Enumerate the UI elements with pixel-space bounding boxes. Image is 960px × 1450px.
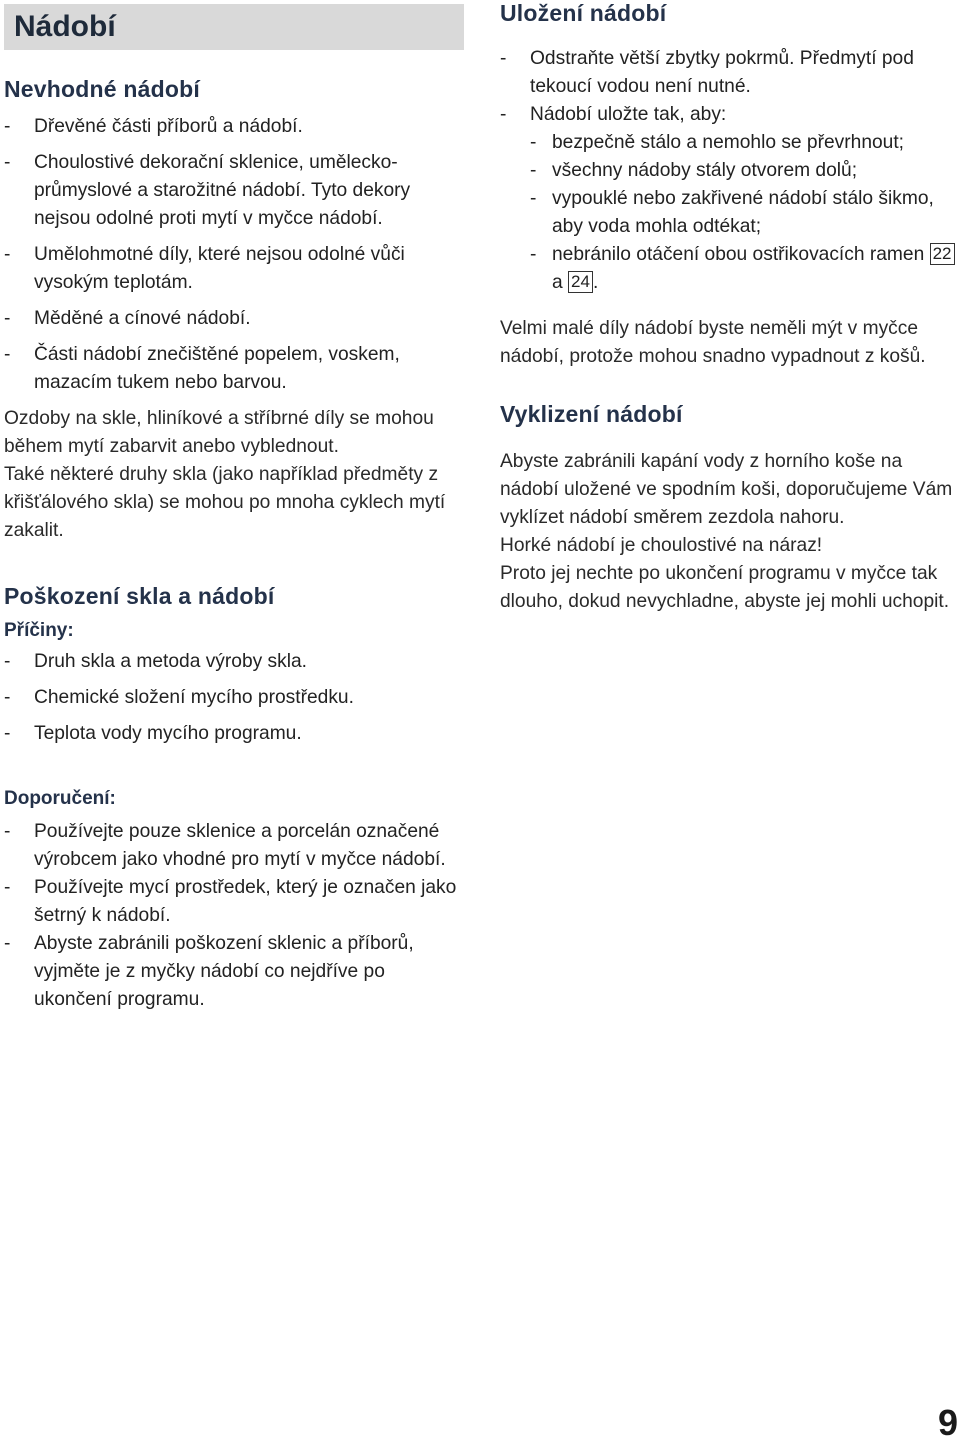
list-item	[500, 101, 955, 297]
sentence-end: .	[592, 272, 599, 293]
list-item: - Používejte mycí prostředek, který je označen jako šetrný k nádobí.	[4, 874, 464, 930]
conjunction: a	[552, 272, 569, 293]
page-number: 9	[937, 1402, 958, 1443]
sublist-item: - všechny nádoby stály otvorem dolů;	[530, 157, 955, 185]
list-item: - Druh skla a metoda výroby skla.	[4, 648, 464, 676]
crystal-paragraph: Také některé druhy skla (jako například předměty z křišťálového skla) se mohou po mnoha cyklech mytí zakalit.	[4, 464, 446, 541]
unloading-paragraph: Abyste zabránili kapání vody z horního koše na nádobí uložené ve spodním koši, doporučujeme Vám vyklízet nádobí směrem zezdola nahoru.	[500, 451, 953, 528]
title-bar	[4, 4, 464, 50]
sublist-item	[530, 241, 955, 297]
list-item: - Chemické složení mycího prostředku.	[4, 684, 464, 712]
spray-arm-ref-22: 22	[930, 243, 955, 265]
hot-dishes-warning: Horké nádobí je choulostivé na náraz!	[500, 535, 823, 556]
list-item: - Odstraňte větší zbytky pokrmů. Předmytí pod tekoucí vodou není nutné.	[500, 45, 955, 101]
unsuitable-list	[4, 113, 464, 397]
list-item: - Abyste zabránili poškození sklenic a příborů, vyjměte je z myčky nádobí co nejdříve po ukončení programu.	[4, 930, 464, 1014]
list-item: - Měděné a cínové nádobí.	[4, 305, 464, 333]
page-title: Nádobí	[14, 10, 116, 43]
spray-arm-ref-24: 24	[568, 271, 593, 293]
list-item: - Používejte pouze sklenice a porcelán označené výrobcem jako vhodné pro mytí v myčce nádobí.	[4, 818, 464, 874]
recommend-list	[4, 818, 464, 1014]
sublist-item: - vypouklé nebo zakřivené nádobí stálo šikmo, aby voda mohla odtékat;	[530, 185, 955, 241]
unsuitable-heading: Nevhodné nádobí	[4, 76, 200, 102]
list-item: - Choulostivé dekorační sklenice, umělecko-průmyslové a starožitné nádobí. Tyto dekory nejsou odolné proti mytí v myčce nádobí.	[4, 149, 464, 233]
cooling-paragraph: Proto jej nechte po ukončení programu v myčce tak dlouho, dokud nevychladne, abyste jej mohli uchopit.	[500, 563, 950, 612]
left-column	[4, 4, 464, 1014]
small-parts-note: Velmi malé díly nádobí byste neměli mýt v myčce nádobí, protože mohou snadno vypadnout z košů.	[500, 318, 926, 367]
decor-paragraph: Ozdoby na skle, hliníkové a stříbrné díly se mohou během mytí zabarvit anebo vyblednout.	[4, 408, 434, 457]
list-item: - Dřevěné části příborů a nádobí.	[4, 113, 464, 141]
damage-heading: Poškození skla a nádobí	[4, 583, 275, 609]
loading-list	[500, 45, 955, 297]
list-item: - Teplota vody mycího programu.	[4, 720, 464, 748]
right-column	[500, 0, 955, 616]
loading-sublist	[530, 129, 955, 297]
sublist-text: nebránilo otáčení obou ostřikovacích ramen	[552, 244, 930, 265]
causes-label: Příčiny:	[4, 620, 74, 641]
loading-heading: Uložení nádobí	[500, 0, 667, 26]
unloading-heading: Vyklizení nádobí	[500, 401, 683, 427]
list-item: - Umělohmotné díly, které nejsou odolné vůči vysokým teplotám.	[4, 241, 464, 297]
causes-list	[4, 648, 464, 748]
list-item-text: Nádobí uložte tak, aby:	[530, 104, 727, 125]
list-item: - Části nádobí znečištěné popelem, voskem, mazacím tukem nebo barvou.	[4, 341, 464, 397]
recommend-label: Doporučení:	[4, 788, 116, 809]
sublist-item: - bezpečně stálo a nemohlo se převrhnout;	[530, 129, 955, 157]
